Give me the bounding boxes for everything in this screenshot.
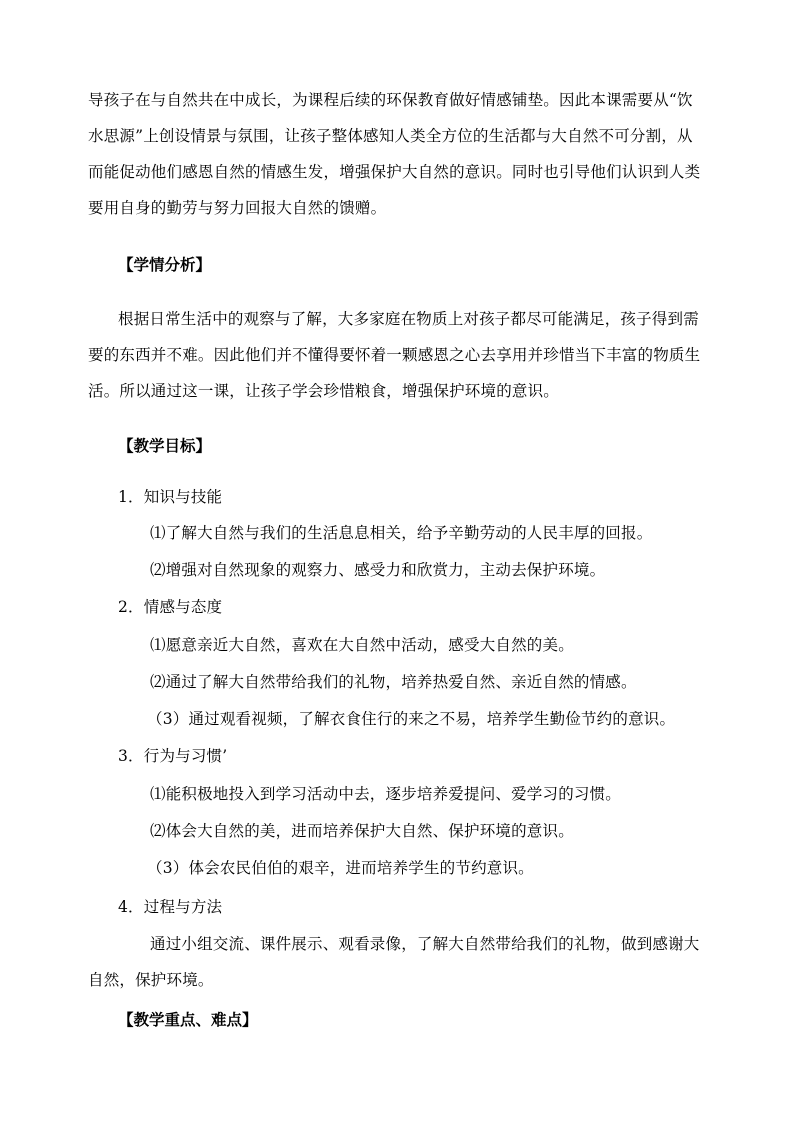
goal-section-title-1: 1．知识与技能: [118, 488, 223, 506]
goal-item-1-2: ⑵增强对自然现象的观察力、感受力和欣赏力，主动去保护环境。: [150, 561, 606, 579]
analysis-line-1: 根据日常生活中的观察与了解，大多家庭在物质上对孩子都尽可能满足，孩子得到需: [118, 310, 699, 328]
goal-section-title-4: 4．过程与方法: [118, 898, 223, 916]
goal-item-2-3: （3）通过观看视频，了解衣食住行的来之不易，培养学生勤俭节约的意识。: [147, 710, 676, 728]
goal-item-2-1: ⑴愿意亲近大自然，喜欢在大自然中活动，感受大自然的美。: [150, 636, 574, 654]
goal-section-title-3: 3．行为与习惯’: [118, 747, 228, 765]
intro-line-2: 水思源”上创设情景与氛围，让孩子整体感知人类全方位的生活都与大自然不可分割，从: [88, 127, 693, 145]
analysis-line-2: 要的东西并不难。因此他们并不懂得要怀着一颗感恩之心去享用并珍惜当下丰富的物质生: [88, 346, 701, 364]
analysis-line-3: 活。所以通过这一课，让孩子学会珍惜粮食，增强保护环境的意识。: [88, 382, 560, 400]
goal-item-3-3: （3）体会农民伯伯的艰辛，进而培养学生的节约意识。: [147, 859, 534, 877]
intro-line-3: 而能促动他们感恩自然的情感生发，增强保护大自然的意识。同时也引导他们认识到人类: [88, 163, 701, 181]
section-heading-goals: 【教学目标】: [118, 436, 212, 455]
goal-item-3-2: ⑵体会大自然的美，进而培养保护大自然、保护环境的意识。: [150, 822, 574, 840]
goal-section-title-2: 2．情感与态度: [118, 598, 223, 616]
goal-item-2-2: ⑵通过了解大自然带给我们的礼物，培养热爱自然、亲近自然的情感。: [150, 673, 637, 691]
section-heading-analysis: 【学情分析】: [118, 255, 212, 274]
goal-paragraph-4-line-1: 通过小组交流、课件展示、观看录像，了解大自然带给我们的礼物，做到感谢大: [150, 935, 700, 953]
intro-line-1: 导孩子在与自然共在中成长，为课程后续的环保教育做好情感铺垫。因此本课需要从“饮: [88, 91, 693, 109]
goal-item-3-1: ⑴能积极地投入到学习活动中去，逐步培养爱提问、爱学习的习惯。: [150, 785, 622, 803]
goal-paragraph-4-line-2: 自然，保护环境。: [88, 971, 214, 989]
section-heading-keypoints: 【教学重点、难点】: [118, 1010, 258, 1029]
goal-item-1-1: ⑴了解大自然与我们的生活息息相关，给予辛勤劳动的人民丰厚的回报。: [150, 524, 653, 542]
intro-line-4: 要用自身的勤劳与努力回报大自然的馈赠。: [88, 199, 387, 217]
